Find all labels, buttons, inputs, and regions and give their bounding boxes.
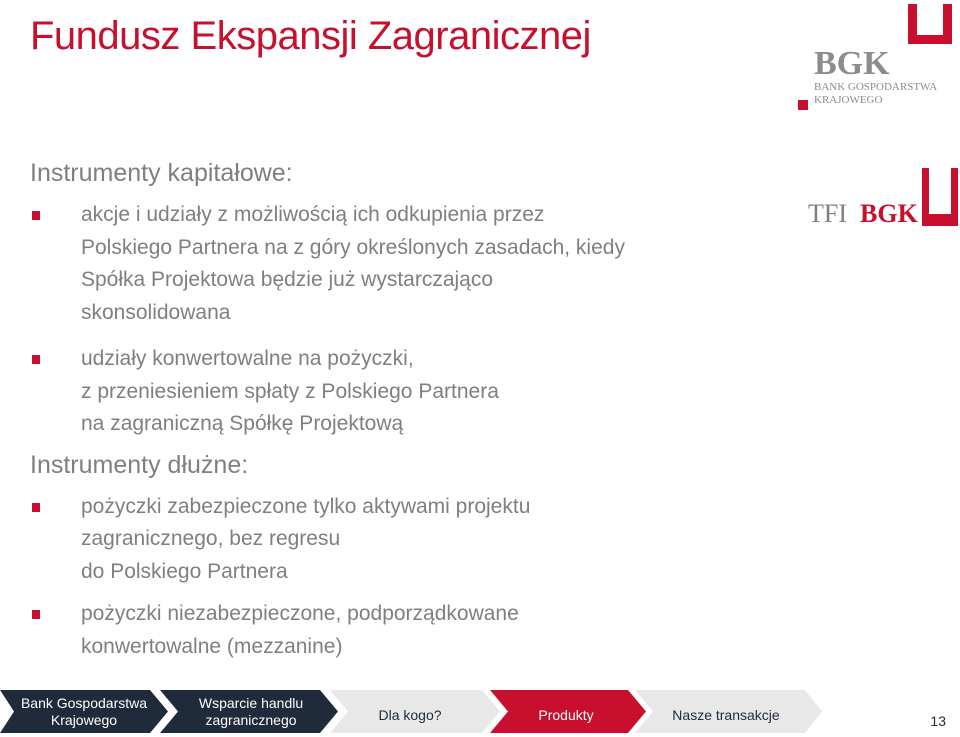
tfi-logo-text-tfi: TFI bbox=[808, 199, 847, 228]
bullet-line: konwertowalne (mezzanine) bbox=[81, 634, 343, 658]
nav-item-nasze-transakcje[interactable] bbox=[653, 690, 799, 737]
bullet-square-icon bbox=[32, 503, 40, 512]
nav-item-bank-gospodarstwa[interactable] bbox=[14, 690, 154, 733]
nav-item-label: Wsparcie handlu bbox=[198, 694, 304, 711]
bullet-square-icon bbox=[32, 355, 40, 364]
bullet-square-icon bbox=[32, 211, 40, 220]
bullet-line: pożyczki zabezpieczone tylko aktywami projektu bbox=[81, 494, 531, 518]
bullet-square-icon bbox=[32, 610, 40, 619]
nav-item-label: Nasze transakcje bbox=[672, 707, 780, 723]
tfi-logo-text-bgk: BGK bbox=[860, 199, 918, 228]
slide-title: Fundusz Ekspansji Zagranicznej bbox=[30, 14, 591, 58]
bullet-line: skonsolidowana bbox=[81, 300, 231, 324]
nav-item-label: Bank Gospodarstwa bbox=[20, 694, 148, 711]
bottom-nav bbox=[0, 690, 960, 737]
bgk-logo-mark: BGK bbox=[814, 45, 890, 82]
bullet-line: Polskiego Partnera na z góry określonych zasadach, kiedy bbox=[81, 235, 625, 259]
bullet-equity-2 bbox=[30, 343, 750, 441]
nav-item-label: Dla kogo? bbox=[378, 707, 442, 723]
nav-item-label: Krajowego bbox=[50, 711, 118, 728]
bgk-logo-line1: BANK GOSPODARSTWA bbox=[814, 81, 938, 93]
section-heading-debt: Instrumenty dłużne: bbox=[30, 450, 249, 479]
nav-item-produkty[interactable] bbox=[508, 690, 624, 737]
nav-item-dla-kogo[interactable] bbox=[348, 690, 472, 737]
bullet-line: udziały konwertowalne na pożyczki, bbox=[81, 347, 414, 370]
slide-content bbox=[30, 155, 750, 663]
bullet-debt-1 bbox=[30, 491, 750, 589]
tfi-bgk-logo bbox=[808, 166, 960, 228]
bullet-line: Spółka Projektowa będzie już wystarczająco bbox=[81, 268, 494, 291]
nav-item-wsparcie-handlu[interactable] bbox=[178, 690, 324, 733]
bullet-equity-1 bbox=[30, 199, 750, 329]
page-number: 13 bbox=[930, 713, 946, 729]
bgk-logo bbox=[796, 2, 956, 114]
nav-item-label: Produkty bbox=[538, 707, 594, 723]
bullet-line: z przeniesieniem spłaty z Polskiego Partnera bbox=[81, 379, 499, 403]
bgk-logo-line2: KRAJOWEGO bbox=[814, 94, 883, 106]
section-heading-equity: Instrumenty kapitałowe: bbox=[30, 159, 293, 187]
bullet-debt-2 bbox=[30, 598, 750, 663]
bullet-line: na zagraniczną Spółkę Projektową bbox=[81, 412, 404, 435]
nav-item-label: zagranicznego bbox=[205, 711, 297, 728]
bullet-line: do Polskiego Partnera bbox=[81, 559, 288, 583]
bullet-line: akcje i udziały z możliwością ich odkupienia przez bbox=[81, 203, 545, 226]
bullet-line: pożyczki niezabezpieczone, podporządkowane bbox=[81, 602, 519, 625]
bullet-line: zagranicznego, bez regresu bbox=[81, 527, 341, 550]
